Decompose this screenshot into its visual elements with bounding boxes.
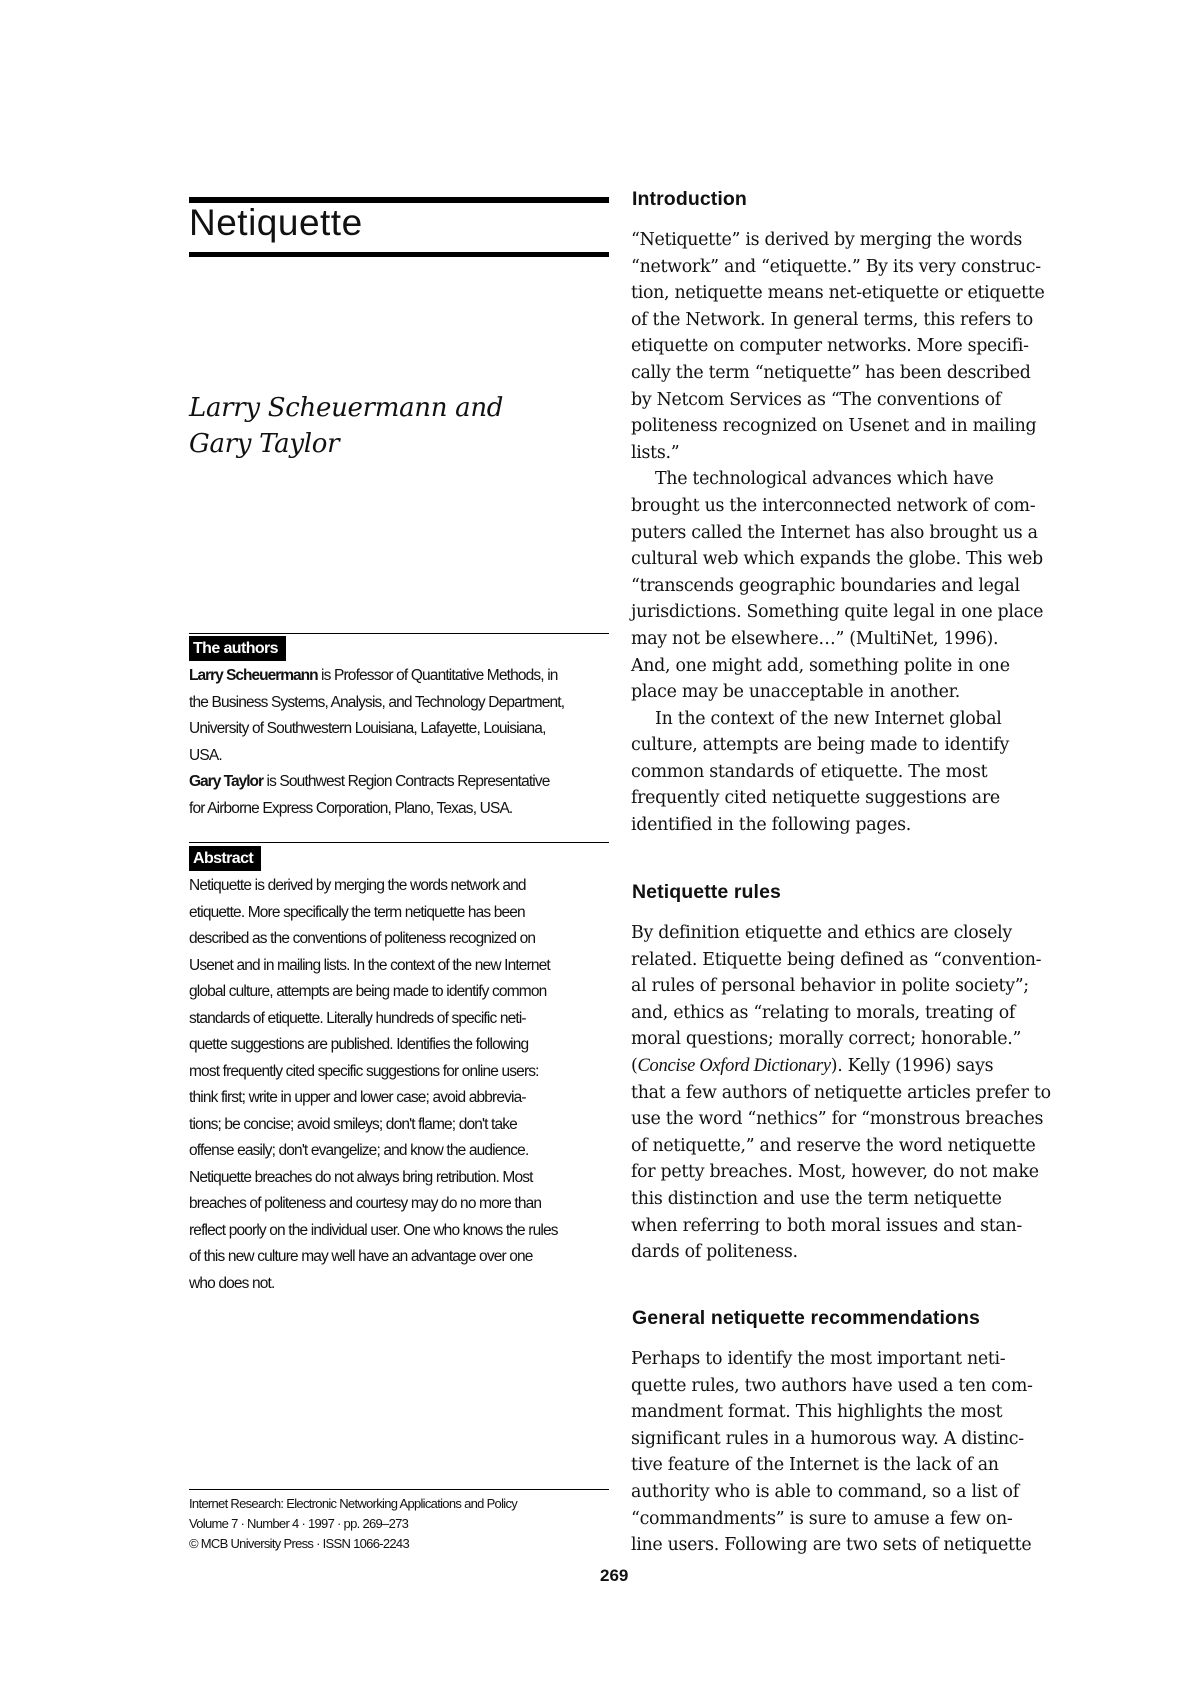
footer-rule	[189, 1489, 609, 1490]
authors-bios: Larry Scheuermann is Professor of Quantitative Methods, in the Business Systems, Analysis, and Technology Department, University of Southwestern Louisiana, Lafayette, Louisiana, USA. Gary Taylor is Southwest Region Contracts Representative for Airborne Express Corporation, Plano, Texas, USA.	[189, 663, 614, 822]
author-2-name: Gary Taylor	[189, 773, 264, 790]
authors-rule	[189, 633, 609, 634]
abstract-text: Netiquette is derived by merging the words network and etiquette. More specifically the term netiquette has been described as the conventions of politeness recognized on Usenet and in mailing lists. In the context of the new Internet global culture, attempts are being made to identify common standards of etiquette. Literally hundreds of specific neti- quette suggestions are published. Identifies the following most frequently cited specific suggestions for online users: think first; write in upper and lower case; avoid abbrevia- tions; be concise; avoid smileys; don't flame; don't take offense easily; don't evangelize; and know the audience. Netiquette breaches do not always bring retribution. Most breaches of politeness and courtesy may do no more than reflect poorly on the individual user. One who knows the rules of this new culture may well have an advantage over one who does not.	[189, 877, 558, 1292]
title-bottom-rule	[189, 252, 609, 257]
introduction-text: “Netiquette” is derived by merging the words “network” and “etiquette.” By its very construc- tion, netiquette means net-etiquette or etiquette of the Network. In general terms, this refers to etiquette on computer networks. More specifi- cally the term “netiquette” has been described by Netcom Services as “The conventions of politeness recognized on Usenet and in mailing lists.” The technological advances which have brought us the interconnected network of com- puters called the Internet has also brought us a cultural web which expands the globe. This web “transcends geographic boundaries and legal jurisdictions. Something quite legal in one place may not be elsewhere…” (MultiNet, 1996). And, one might add, something polite in one place may be unacceptable in another. In the context of the new Internet global culture, attempts are being made to identify common standards of etiquette. The most frequently cited netiquette suggestions are identified in the following pages.	[631, 230, 1045, 836]
author-1-name: Larry Scheuermann	[189, 667, 318, 684]
authors-label: The authors	[189, 636, 286, 661]
dictionary-title: Concise Oxford Dictionary	[637, 1055, 831, 1076]
netiquette-rules-text: By definition etiquette and ethics are closely related. Etiquette being defined as “convention- al rules of personal behavior in polite society”; and, ethics as “relating to morals, treating of moral questions; morally correct; honorable.” (Concise Oxford Dictionary). Kelly (1996) says that a few authors of netiquette articles prefer to use the word “nethics” for “monstrous breaches of netiquette,” and reserve the word netiquette for petty breaches. Most, however, do not make this distinction and use the term netiquette when referring to both moral issues and stan- dards of politeness.	[631, 923, 1051, 1263]
author-bio-1: Larry Scheuermann is Professor of Quantitative Methods, in	[189, 667, 558, 684]
citation-line: (Concise Oxford Dictionary). Kelly (1996) says	[631, 1055, 994, 1076]
article-title: Netiquette	[189, 202, 363, 243]
heading-netiquette-rules: Netiquette rules	[632, 881, 781, 903]
page-number: 269	[600, 1566, 629, 1585]
heading-general-recommendations: General netiquette recommendations	[632, 1307, 980, 1329]
article-authors-line-1: Larry Scheuermann and	[189, 393, 504, 423]
article-authors-line-2: Gary Taylor	[189, 429, 340, 459]
heading-introduction: Introduction	[632, 188, 747, 210]
abstract-label: Abstract	[189, 846, 261, 871]
abstract-rule	[189, 842, 609, 843]
journal-citation: Internet Research: Electronic Networking Applications and Policy Volume 7 · Number 4 · 1997 · pp. 269–273 © MCB University Press · ISSN 1066-2243	[189, 1496, 518, 1551]
author-bio-2: Gary Taylor is Southwest Region Contracts Representative	[189, 773, 550, 790]
general-recommendations-text: Perhaps to identify the most important neti- quette rules, two authors have used a ten com- mandment format. This highlights the most significant rules in a humorous way. A distinc- tive feature of the Internet is the lack of an authority who is able to command, so a list of “commandments” is sure to amuse a few on- line users. Following are two sets of netiquette	[631, 1349, 1033, 1556]
